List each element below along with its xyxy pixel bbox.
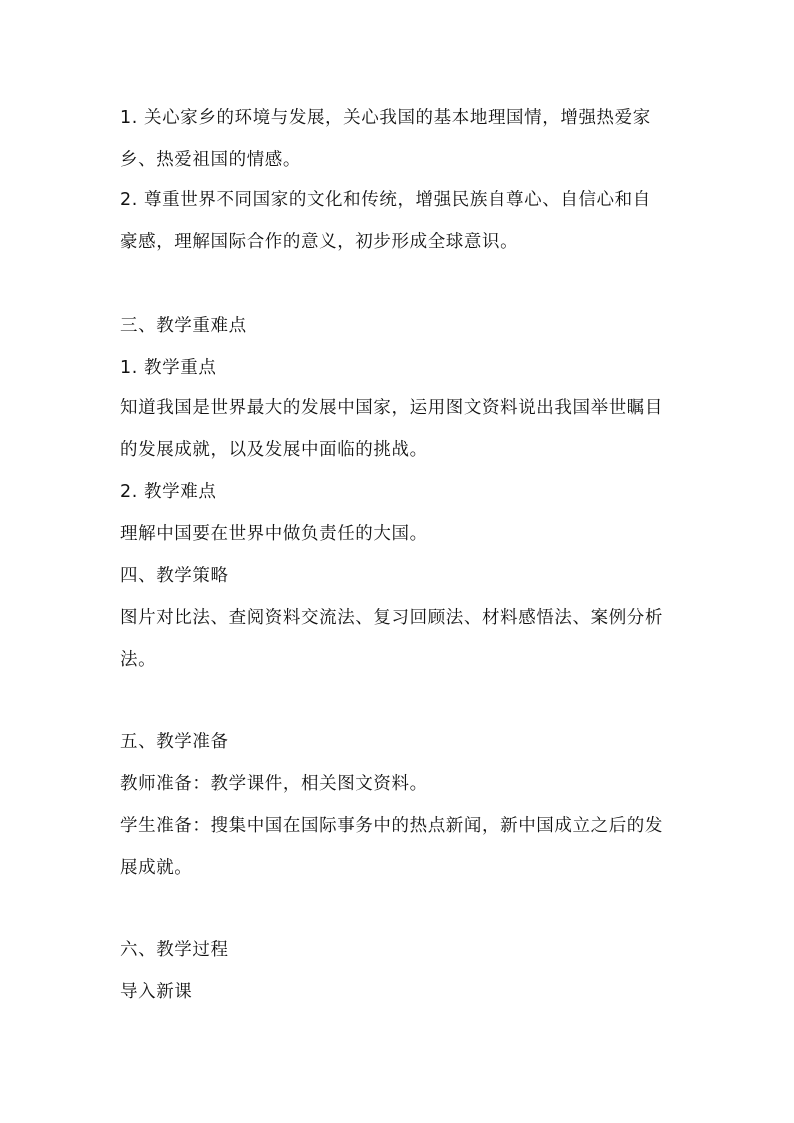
text-line: 知道我国是世界最大的发展中国家，运用图文资料说出我国举世瞩目	[120, 398, 663, 418]
text-line: 1. 关心家乡的环境与发展，关心我国的基本地理国情，增强热爱家	[120, 108, 651, 128]
text-line: 豪感，理解国际合作的意义，初步形成全球意识。	[120, 232, 519, 252]
section-heading: 五、教学准备	[120, 732, 229, 752]
section-heading: 六、教学过程	[120, 940, 229, 960]
section-heading: 三、教学重难点	[120, 316, 247, 336]
text-line: 学生准备：搜集中国在国际事务中的热点新闻，新中国成立之后的发	[120, 816, 663, 836]
text-line: 法。	[120, 650, 157, 670]
subsection-heading: 导入新课	[120, 982, 193, 1002]
subsection-heading: 2. 教学难点	[120, 482, 217, 502]
text-line: 图片对比法、查阅资料交流法、复习回顾法、材料感悟法、案例分析	[120, 608, 663, 628]
text-line: 教师准备：教学课件，相关图文资料。	[120, 774, 428, 794]
text-line: 理解中国要在世界中做负责任的大国。	[120, 524, 428, 544]
text-line: 展成就。	[120, 858, 193, 878]
text-line: 2. 尊重世界不同国家的文化和传统，增强民族自尊心、自信心和自	[120, 190, 651, 210]
text-line: 的发展成就，以及发展中面临的挑战。	[120, 440, 428, 460]
text-line: 乡、热爱祖国的情感。	[120, 150, 301, 170]
section-heading: 四、教学策略	[120, 566, 229, 586]
subsection-heading: 1. 教学重点	[120, 358, 217, 378]
